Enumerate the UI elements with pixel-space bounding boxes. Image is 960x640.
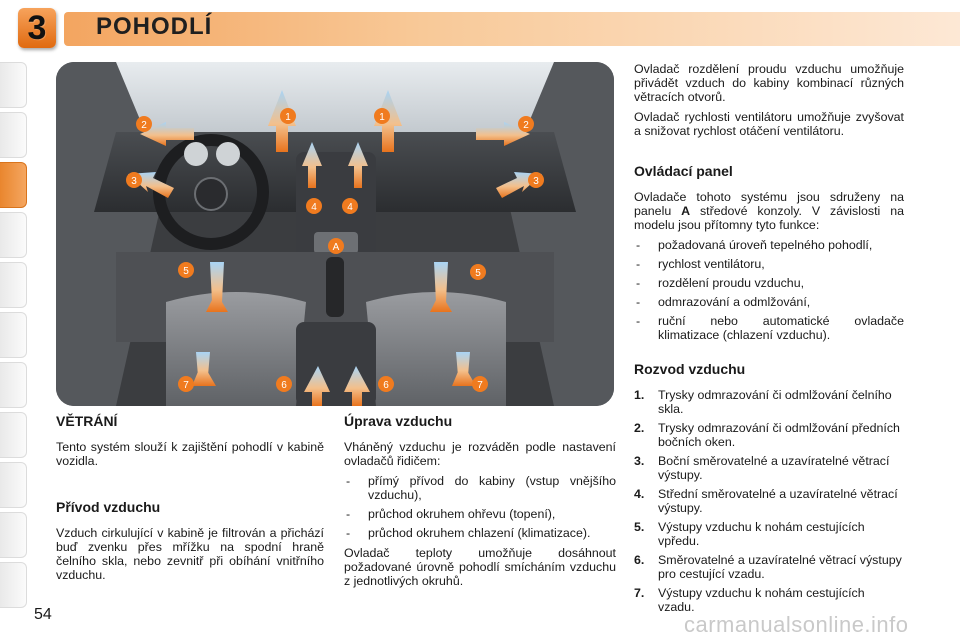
callout-label: 5 [475, 268, 481, 279]
list-item: - rozdělení proudu vzduchu, [634, 276, 904, 290]
chapter-tab-10[interactable] [0, 512, 27, 558]
tachometer [216, 142, 240, 166]
middle-column [344, 414, 616, 594]
callout-1-right [374, 108, 390, 124]
control-panel-intro-b: středové konzoly. V závislosti na modelu jsou přítomny tyto funkce: [634, 204, 904, 232]
list-item: - průchod okruhem chlazení (klimatizace). [344, 526, 616, 540]
item-text: Trysky odmrazování či odmlžování předních bočních oken. [658, 421, 900, 449]
cabin-airflow-illustration [56, 62, 614, 406]
list-item: - průchod okruhem ohřevu (topení), [344, 507, 616, 521]
callout-label: 2 [523, 120, 529, 131]
section-title-ventilation: VĚTRÁNÍ [56, 413, 118, 429]
section-title-control-panel: Ovládací panel [634, 163, 733, 179]
callout-3-left [126, 172, 142, 188]
callout-label: 1 [379, 112, 385, 123]
ventilation-text: Tento systém slouží k zajištění pohodlí v kabině vozidla. [56, 440, 324, 468]
chapter-tab-8[interactable] [0, 412, 27, 458]
item-text: Střední směrovatelné a uzavíratelné větrací výstupy. [658, 487, 898, 515]
control-panel-intro-a: Ovladače tohoto systému jsou sdruženy na panelu [634, 190, 904, 218]
chapter-tab-1[interactable] [0, 62, 27, 108]
air-distribution-list [634, 388, 904, 614]
chapter-tab-2[interactable] [0, 112, 27, 158]
callout-1-left [280, 108, 296, 124]
watermark: carmanualsonline.info [684, 612, 909, 637]
page-number: 54 [34, 606, 52, 623]
chapter-badge: 3 [18, 8, 56, 48]
callout-label: 7 [477, 380, 483, 391]
callout-label: 3 [131, 176, 137, 187]
air-intake-text: Vzduch cirkulující v kabině je filtrován a přichází buď zvenku přes mřížku na spodní hraně čelního skla, nebo zevnitř při obíhání vnitřního vzduchu. [56, 526, 324, 582]
rear-console [296, 322, 376, 406]
callout-7-right [472, 376, 488, 392]
air-conditioning-intro: Vháněný vzduchu je rozváděn podle nastavení ovladačů řidičem: [344, 440, 616, 468]
section-title-air-conditioning: Úprava vzduchu [344, 413, 453, 429]
callout-label: 4 [311, 202, 317, 213]
chapter-tab-11[interactable] [0, 562, 27, 608]
panel-letter: A [681, 204, 691, 218]
list-item [634, 520, 904, 548]
list-item: - požadovaná úroveň tepelného pohodlí, [634, 238, 904, 252]
page-title: POHODLÍ [96, 13, 213, 40]
distribution-control-text: Ovladač rozdělení proudu vzduchu umožňuje přivádět vzduch do kabiny kombinací různých větracích otvorů. [634, 62, 904, 104]
callout-6-right [378, 376, 394, 392]
item-text: Trysky odmrazování či odmlžování čelního skla. [658, 388, 892, 416]
air-conditioning-list [344, 474, 616, 540]
chapter-tab-9[interactable] [0, 462, 27, 508]
chapter-tab-5[interactable] [0, 262, 27, 308]
list-item [634, 388, 904, 416]
callout-label: 3 [533, 176, 539, 187]
page-header [0, 0, 960, 58]
item-number: 5. [634, 520, 645, 534]
callout-label: A [332, 242, 340, 253]
control-panel-list [634, 238, 904, 342]
item-number: 2. [634, 421, 645, 435]
air-conditioning-closing: Ovladač teploty umožňuje dosáhnout požadované úrovně pohodlí smícháním vzduchu z jednotlivých okruhů. [344, 546, 616, 588]
control-panel-intro [634, 190, 904, 232]
callout-5-left [178, 262, 194, 278]
chapter-tab-6[interactable] [0, 312, 27, 358]
callout-a [328, 238, 344, 254]
callout-label: 7 [183, 380, 189, 391]
list-item [634, 553, 904, 581]
callout-label: 6 [383, 380, 389, 391]
list-item: - odmrazování a odmlžování, [634, 295, 904, 309]
list-item [634, 586, 904, 614]
list-item [634, 454, 904, 482]
section-title-air-distribution: Rozvod vzduchu [634, 361, 746, 377]
callout-label: 5 [183, 266, 189, 277]
callout-7-left [178, 376, 194, 392]
list-item: - rychlost ventilátoru, [634, 257, 904, 271]
chapter-tab-3-active[interactable] [0, 162, 27, 208]
item-text: Výstupy vzduchu k nohám cestujících vzadu. [658, 586, 865, 614]
chapter-tab-7[interactable] [0, 362, 27, 408]
list-item: - přímý přívod do kabiny (vstup vnějšího vzduchu), [344, 474, 616, 502]
list-item [634, 487, 904, 515]
callout-label: 1 [285, 112, 291, 123]
list-item: - ruční nebo automatické ovladače klimatizace (chlazení vzduchu). [634, 314, 904, 342]
callout-label: 2 [141, 120, 147, 131]
callout-6-left [276, 376, 292, 392]
callout-4-left [306, 198, 322, 214]
item-number: 6. [634, 553, 645, 567]
left-column [56, 414, 324, 588]
callout-3-right [528, 172, 544, 188]
chapter-tab-4[interactable] [0, 212, 27, 258]
steering-hub [195, 178, 227, 210]
item-number: 1. [634, 388, 645, 402]
callout-label: 4 [347, 202, 353, 213]
item-number: 4. [634, 487, 645, 501]
fan-speed-text: Ovladač rychlosti ventilátoru umožňuje zvyšovat a snižovat rychlost otáčení ventilátoru. [634, 110, 904, 138]
item-number: 7. [634, 586, 645, 600]
item-number: 3. [634, 454, 645, 468]
right-column [634, 62, 904, 619]
callout-2-right [518, 116, 534, 132]
callout-2-left [136, 116, 152, 132]
gear-lever [326, 257, 344, 317]
speedometer [184, 142, 208, 166]
item-text: Boční směrovatelné a uzavíratelné větrací výstupy. [658, 454, 890, 482]
callout-5-right [470, 264, 486, 280]
item-text: Výstupy vzduchu k nohám cestujících vpředu. [658, 520, 865, 548]
callout-4-right [342, 198, 358, 214]
callout-label: 6 [281, 380, 287, 391]
item-text: Směrovatelné a uzavíratelné větrací výstupy pro cestující vzadu. [658, 553, 902, 581]
chapter-tabs [0, 62, 30, 612]
list-item [634, 421, 904, 449]
section-title-air-intake: Přívod vzduchu [56, 499, 161, 515]
